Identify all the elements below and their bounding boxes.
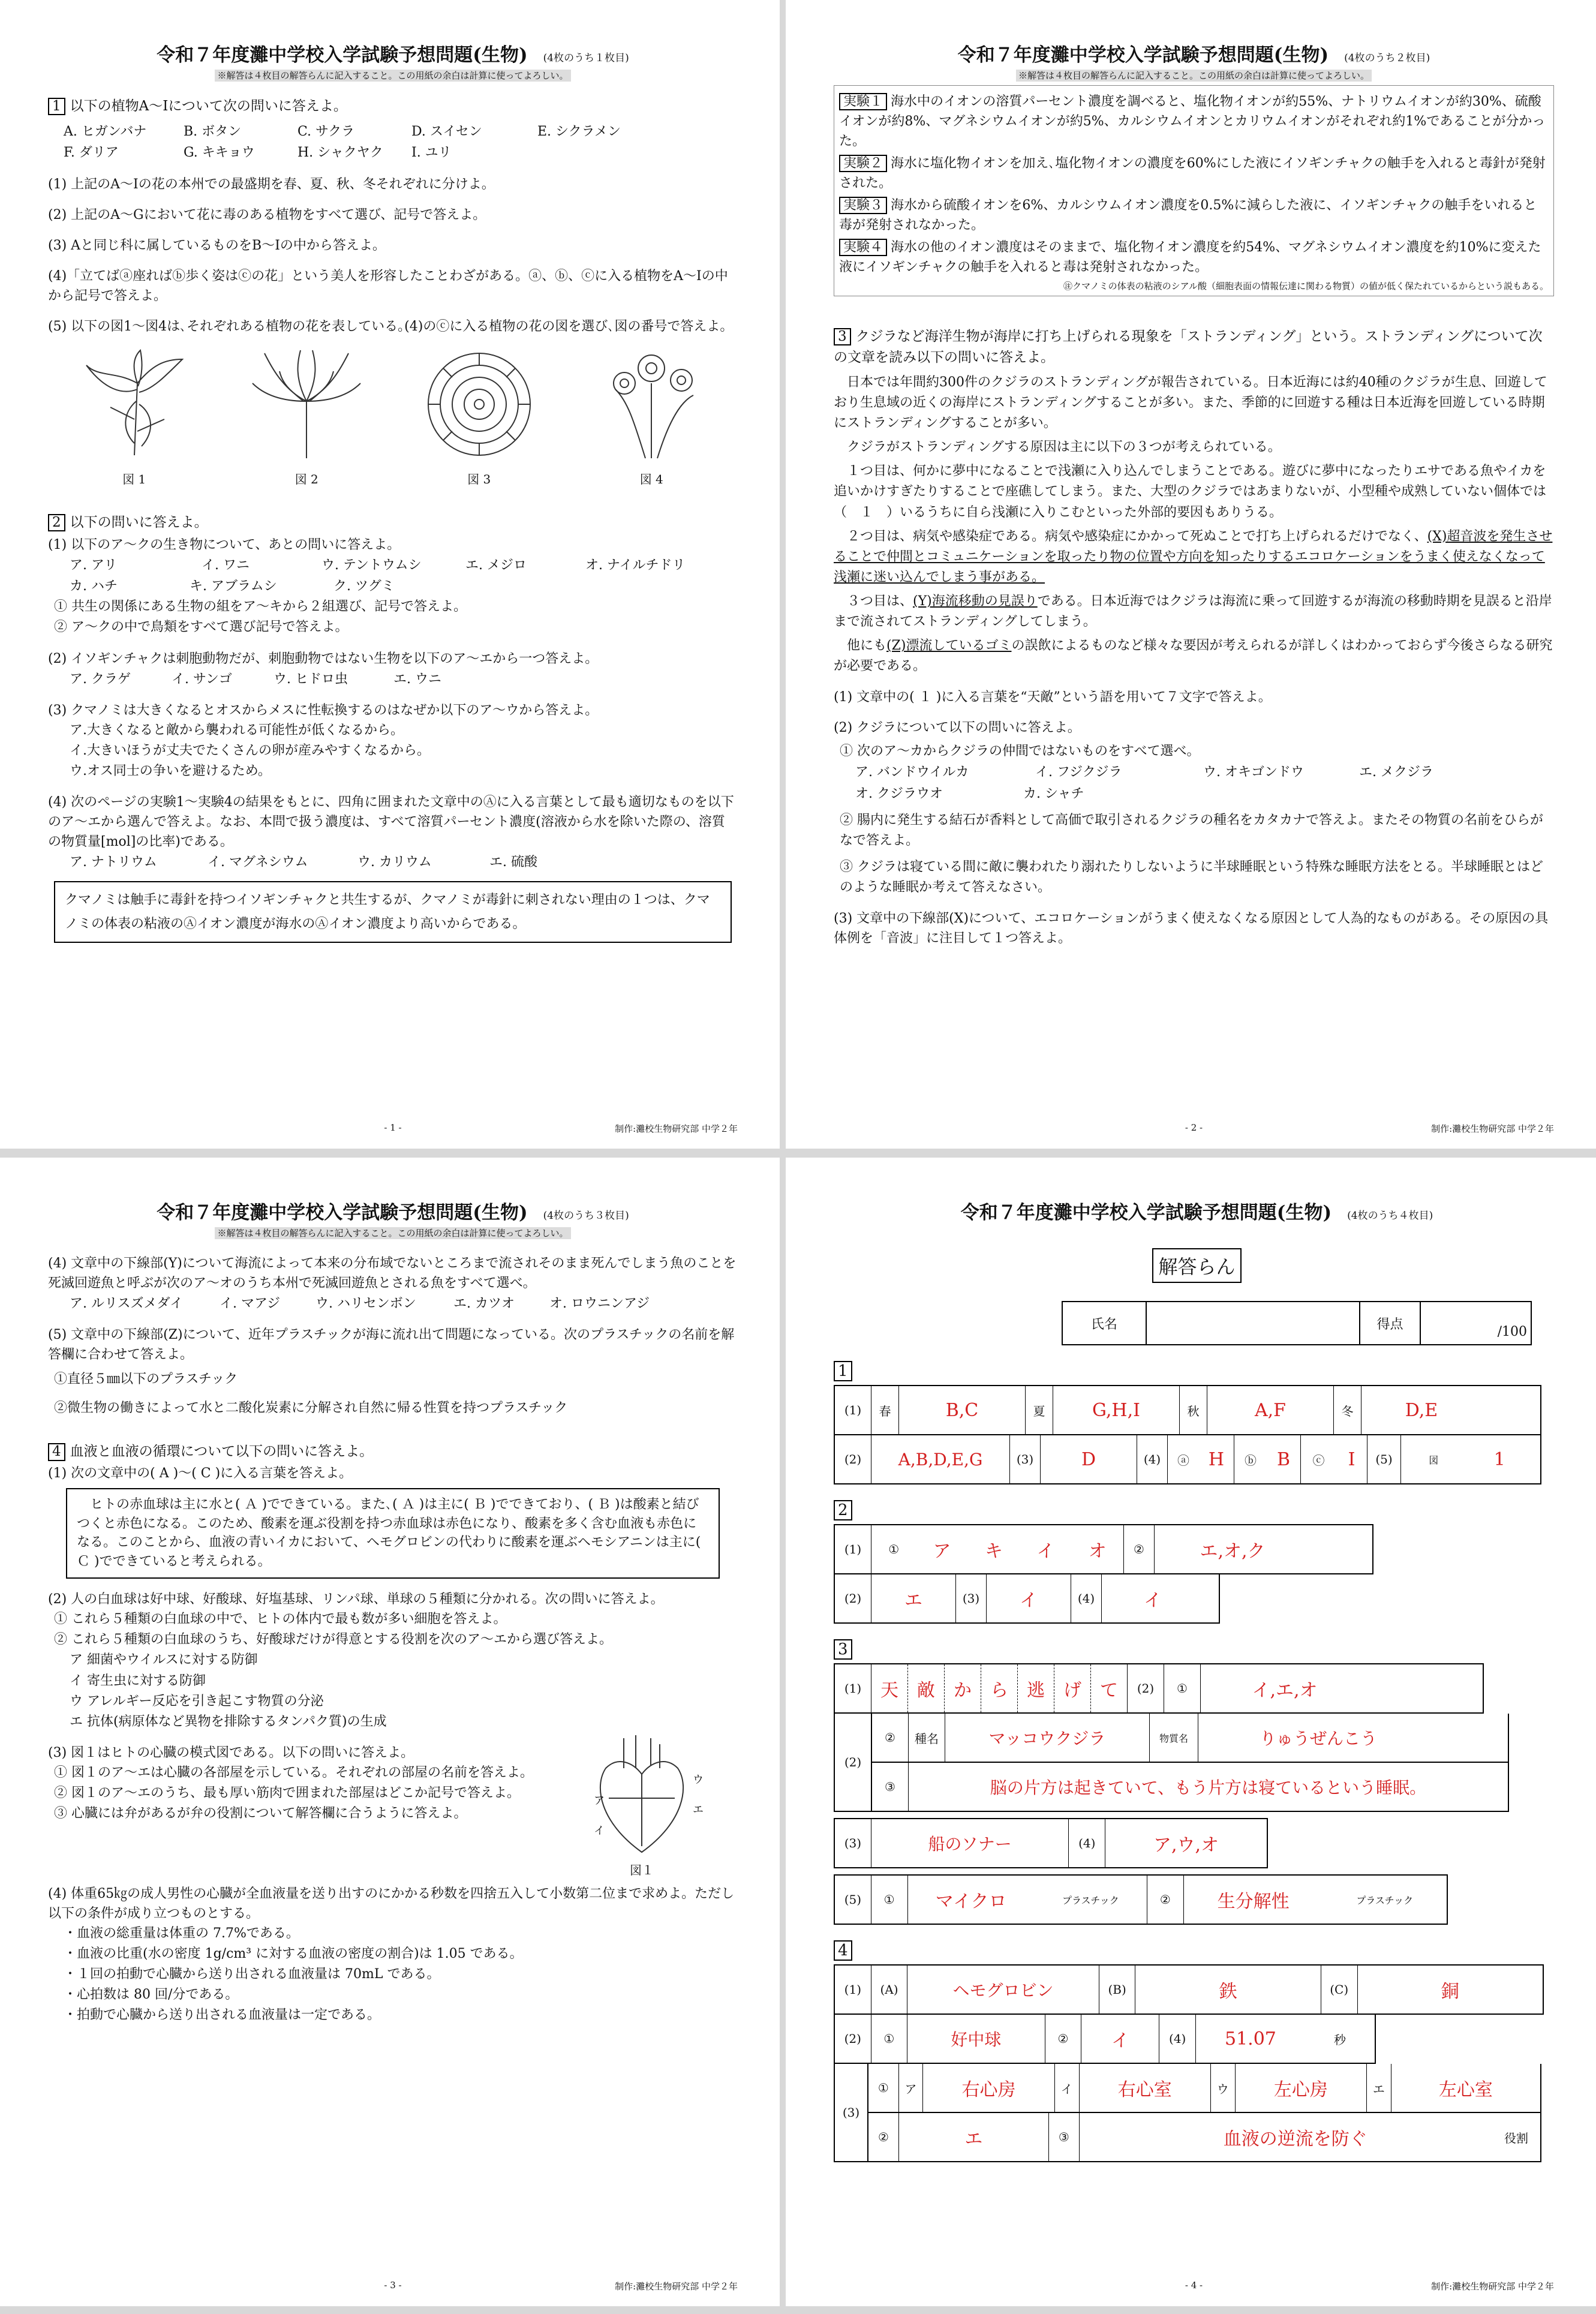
answer-4-3-2[interactable]: エ [899, 2113, 1049, 2161]
question-4-2-b: ② これら５種類の白血球のうち、好酸球だけが得意とする役割を次のア～エから選び答えよ。 [54, 1632, 612, 1648]
question-3-3: (3) 文章中の下線部(X)について、エコロケーションがうまく使えなくなる原因として人為的なものがある。その原因の具体例を「音波」に注目して１つ答えよ。 [834, 911, 1549, 946]
experiment-note: ㊟クマノミの体表の粘液のシアル酸（細胞表面の情報伝達に関わる物質）の値が低く保たれているからという説もある。 [1063, 281, 1549, 291]
answer-4-1-a[interactable]: ヘモグロビン [907, 1966, 1099, 2014]
answer-3-1-char[interactable]: か [945, 1664, 981, 1712]
name-field[interactable] [1147, 1302, 1360, 1344]
page-footer: - 4 - 制作:灘校生物研究部 中学２年 [1185, 2280, 1554, 2292]
question-3-4: (4) 文章中の下線部(Y)について海流によって本来の分布域でないところまで流されそのまま死んでしまう魚のことを死滅回遊魚と呼ぶが次のア～オのうち本州で死滅回遊魚とされる魚をすべて選べ。 [48, 1256, 737, 1291]
section-3-heading: 3 クジラなど海洋生物が海岸に打ち上げられる現象を「ストランディング」という。ストランディングについて次の文章を読み以下の問いに答えよ。 [834, 329, 1543, 365]
paragraph-6: 他にも(Z)漂流しているゴミの誤飲によるものなど様々な要因が考えられるが詳しくはわかっておらず今後さらなる研究が必要である。 [834, 638, 1553, 674]
experiment-4: 実験４ 海水の他のイオン濃度はそのままで、塩化物イオン濃度を約54%、マグネシウムイオン濃度を約10%に変えた液にイソギンチャクの触手を入れると毒は発射されなかった。 [839, 240, 1541, 275]
q-num: (4) [1069, 1819, 1105, 1867]
answer-3-4[interactable]: ア,ウ,オ [1153, 1835, 1219, 1856]
figure-3: 図 3 [419, 347, 539, 487]
page-title: 令和７年度灘中学校入学試験予想問題(生物) (4枚のうち４枚目) [960, 1202, 1433, 1224]
q-num: (3) [1010, 1435, 1041, 1483]
answer-1-2[interactable]: A,B,D,E,G [871, 1435, 1010, 1483]
answer-2-1-1[interactable]: ① ア キ イ オ [871, 1525, 1124, 1573]
answer-3-1-char[interactable]: げ [1054, 1664, 1091, 1712]
page-title: 令和７年度灘中学校入学試験予想問題(生物) (4枚のうち１枚目) [157, 44, 629, 66]
answer-autumn[interactable]: A,F [1207, 1386, 1334, 1434]
answer-3-row-5 [834, 1874, 1448, 1925]
answer-2-4[interactable]: イ [1144, 1590, 1162, 1611]
plant-list: A. ヒガンバナ B. ボタン C. サクラ D. スイセン E. シクラメン F. ダリア G. キキョウ H. シャクヤク I. ユリ [64, 124, 621, 161]
question-4-3-b: ② 図１のア～エのうち、最も厚い筋肉で囲まれた部屋はどこか記号で答えよ。 [54, 1785, 520, 1801]
condition-1: ・血液の総重量は体重の 7.7%である。 [64, 1925, 299, 1941]
score-label: 得点 [1360, 1302, 1420, 1344]
answer-4-3-a[interactable]: 右心房 [923, 2064, 1054, 2112]
q-num: ③ [872, 1763, 909, 1811]
q-num: (3) [835, 1819, 871, 1867]
q-num: (1) [835, 1664, 871, 1712]
score-field[interactable]: /100 [1497, 1324, 1528, 1339]
section-4-heading: 4 血液と血液の循環について以下の問いに答えよ。 [48, 1440, 738, 1460]
question-2-4-options: ア. ナトリウム イ. マグネシウム ウ. カリウム エ. 硫酸 [70, 855, 537, 870]
season-label: 冬 [1334, 1386, 1361, 1434]
answer-3-1-char[interactable]: 敵 [908, 1664, 945, 1712]
question-3-1: (1) 文章中の( １ )に入る言葉を“天敵”という語を用いて７文字で答えよ。 [834, 690, 1272, 705]
page-2 [786, 0, 1596, 1149]
answer-1-4-c[interactable]: ⓒ I [1301, 1435, 1367, 1483]
q-num: (2) [835, 2015, 871, 2063]
question-1-5: (5) 以下の図1～図4は､それぞれある植物の花を表している｡(4)のⓒに入る植物の花の図を選び､図の番号で答えよ。 [48, 318, 734, 334]
blood-box: ヒトの赤血球は主に水と( Ａ )でできている。また､( Ａ )は主に( Ｂ )でできており、( Ｂ )は酸素と結びつくと赤色になる。このため、酸素を運ぶ役割を持つ赤血球は赤色になり、酸素を多く含む血液も赤色になる。このことから、血液の青いイカにおいて、ヘモグロビンの代わりに酸素を運ぶヘモシアニンは主に( Ｃ )でできていると考えられる。 [66, 1488, 720, 1579]
q-num: (5) [835, 1876, 871, 1924]
answer-section-2: 2 [834, 1500, 1560, 1520]
q-num: ① [871, 1876, 908, 1924]
question-2-3: (3) クマノミは大きくなるとオスからメスに性転換するのはなぜか以下のア～ウから答えよ。 [48, 702, 599, 718]
heart-diagram-icon [576, 1732, 708, 1858]
answer-2-1-2[interactable]: エ,オ,ク [1200, 1541, 1266, 1562]
material-label: 物質名 [1150, 1714, 1198, 1762]
heart-label-a: ア [594, 1794, 605, 1807]
figure-4: 図 4 [591, 347, 711, 487]
experiment-1: 実験１ 海水中のイオンの溶質パーセント濃度を調べると、塩化物イオンが約55%、ナトリウムイオンが約30%、硫酸イオンが約8%、マグネシウムイオンが約5%、カルシウムイオンとカリウムイオンがそれぞれ約1%であることが分かった。 [839, 94, 1546, 149]
answer-section-4: 4 [834, 1940, 1560, 1961]
paragraph-5: ３つ目は、(Y)海流移動の見誤りである。日本近海ではクジラは海流に乗って回遊するが海流の移動時期を見誤ると沿岸まで流されてストランディングしてしまう。 [834, 593, 1552, 630]
question-3-5-a: ①直径５㎜以下のプラスチック [54, 1372, 238, 1387]
question-1-3: (3) Aと同じ科に属しているものをB～Iの中から答えよ。 [48, 238, 386, 253]
room-label: ウ [1211, 2064, 1236, 2112]
answer-3-1-char[interactable]: ら [981, 1664, 1018, 1712]
q-num: ① [1164, 1664, 1201, 1712]
season-label: 春 [871, 1386, 899, 1434]
clownfish-box: クマノミは触手に毒針を持つイソギンチャクと共生するが、クマノミが毒針に刺されない理由の１つは、クマノミの体表の粘液のⒶイオン濃度が海水のⒶイオン濃度より高いからである。 [54, 881, 732, 943]
option-d: エ 抗体(病原体など異物を排除するタンパク質)の生成 [70, 1714, 387, 1729]
question-4-2: (2) 人の白血球は好中球、好酸球、好塩基球、リンパ球、単球の５種類に分かれる。次の問いに答えよ。 [48, 1592, 664, 1607]
page-footer: - 1 - 制作:灘校生物研究部 中学２年 [384, 1122, 738, 1134]
room-label: エ [1367, 2064, 1391, 2112]
answer-3-1-char[interactable]: 天 [871, 1664, 908, 1712]
answer-4-row-1 [834, 1964, 1544, 2015]
experiment-3: 実験３ 海水から硫酸イオンを6%、カルシウムイオン濃度を0.5%に減らした液に、イソギンチャクの触手をいれると毒が発射されなかった。 [839, 198, 1537, 233]
answer-2-row-1 [834, 1524, 1373, 1574]
answer-3-3[interactable]: 船のソナー [871, 1819, 1069, 1867]
question-1-1: (1) 上記のA～Iの花の本州での最盛期を春、夏、秋、冬それぞれに分けよ。 [48, 176, 495, 192]
answer-1-3[interactable]: D [1041, 1435, 1137, 1483]
answer-3-block-2 [834, 1714, 1541, 1812]
answer-4-table [834, 1964, 1541, 2162]
answer-1-4-b[interactable]: ⓑ B [1234, 1435, 1301, 1483]
answer-4-3-d[interactable]: 左心室 [1438, 2079, 1493, 2100]
spider-lily-flower-icon [247, 347, 366, 461]
whale-options: ア. バンドウイルカ イ. フジクジラ ウ. オキゴンドウ エ. メクジラ オ. クジラウオ カ. シャチ [855, 765, 1433, 801]
season-label: 夏 [1026, 1386, 1053, 1434]
answer-section-1: 1 [834, 1361, 1560, 1381]
paragraph-4: ２つ目は、病気や感染症である。病気や感染症にかかって死ぬことで打ち上げられるだけでなく、(X)超音波を発生させることで仲間とコミュニケーションを取ったり物の位置や方向を知ったりするエコロケーションをうまく使えなくなって浅瀬に迷い込んでしまう事がある。 [834, 528, 1553, 585]
q-num: (2) [1128, 1664, 1164, 1712]
question-4-3-a: ① 図１のア～エは心臓の各部屋を示している。それぞれの部屋の名前を答えよ。 [54, 1765, 533, 1780]
answer-4-4[interactable]: 51.07 秒 [1225, 2028, 1346, 2049]
q-num: ② [868, 2113, 899, 2161]
q-num: (2) [835, 1574, 871, 1622]
species-label: 種名 [909, 1714, 945, 1762]
question-2-1-a: ① 共生の関係にある生物の組をア～キから２組選び、記号で答えよ。 [54, 599, 467, 615]
q-num: (4) [1137, 1435, 1168, 1483]
q-num: (1) [835, 1386, 871, 1434]
answer-1-row-1 [834, 1385, 1541, 1435]
answer-4-1-c[interactable]: 銅 [1441, 1981, 1459, 2002]
answer-section-3: 3 [834, 1639, 1560, 1660]
question-2-2: (2) イソギンチャクは刺胞動物だが、刺胞動物ではない生物を以下のア～エから一つ答えよ。 [48, 651, 599, 666]
daffodil-flower-icon [591, 347, 711, 461]
room-label: ア [899, 2064, 924, 2112]
answer-3-1-char[interactable]: 逃 [1018, 1664, 1054, 1712]
question-3-2-b: ② 腸内に発生する結石が香料として高価で取引されるクジラの種名をカタカナで答えよ。またその物質の名前をひらがなで答えよ。 [840, 812, 1543, 848]
figure-2: 図 2 [247, 347, 366, 487]
answer-4-row-4 [868, 2113, 1541, 2162]
page-footer: - 2 - 制作:灘校生物研究部 中学２年 [1185, 1122, 1554, 1134]
dahlia-flower-icon [419, 347, 539, 461]
q-num: (4) [1159, 2015, 1196, 2063]
answer-3-row-2 [872, 1714, 1509, 1763]
answer-4-3-3[interactable]: 血液の逆流を防ぐ 役割 [1223, 2129, 1528, 2150]
option-a: ア 細菌やウイルスに対する防御 [70, 1652, 258, 1668]
name-label: 氏名 [1063, 1302, 1147, 1344]
question-4-2-a: ① これら５種類の白血球の中で、ヒトの体内で最も数が多い細胞を答えよ。 [54, 1612, 507, 1627]
answer-3-table [834, 1663, 1541, 1925]
answer-3-row-4 [834, 1818, 1268, 1868]
q-num: ② [872, 1714, 909, 1762]
q-num: ③ [1049, 2113, 1080, 2161]
answer-3-5-1[interactable]: マイクロ プラスチック [908, 1876, 1147, 1924]
answer-2-2[interactable]: エ [871, 1574, 956, 1622]
experiments-block [834, 85, 1554, 296]
question-4-1: (1) 次の文章中の( A )～( C )に入る言葉を答えよ。 [48, 1465, 353, 1481]
answer-4-2-2[interactable]: イ [1081, 2015, 1159, 2063]
page-note: ※解答は４枚目の解答らんに記入すること。この用紙の余白は計算に使ってよろしい。 [48, 1227, 738, 1239]
answer-3-row-1 [834, 1663, 1484, 1714]
question-1-4: (4)「立てばⓐ座ればⓑ歩く姿はⓒの花」という美人を形容したことわざがある。ⓐ、ⓑ、ⓒに入る植物をA～Iの中から記号で答えよ。 [48, 268, 728, 303]
question-3-2: (2) クジラについて以下の問いに答えよ。 [834, 720, 1081, 736]
heart-figure [564, 1732, 720, 1878]
animal-list: ア. アリ イ. ワニ ウ. テントウムシ エ. メジロ オ. ナイルチドリ カ. ハチ キ. アブラムシ ク. ツグミ [70, 557, 686, 594]
heart-figure-caption: 図１ [630, 1862, 654, 1877]
q-num: (1) [835, 1525, 871, 1573]
paragraph-2: クジラがストランディングする原因は主に以下の３つが考えられている。 [847, 440, 1281, 455]
section-2-heading: 2 以下の問いに答えよ。 [48, 511, 738, 531]
question-3-2-c: ③ クジラは寝ている間に敵に襲われたり溺れたりしないように半球睡眠という特殊な睡眠方法をとる。半球睡眠とはどのような睡眠か考えて答えなさい。 [840, 859, 1543, 895]
page-footer: - 3 - 制作:灘校生物研究部 中学２年 [384, 2280, 738, 2292]
q-num: (1) [835, 1966, 871, 2014]
answer-2-table [834, 1524, 1373, 1624]
answer-3-5-2[interactable]: 生分解性 プラスチック [1217, 1891, 1414, 1912]
question-3-5-b: ②微生物の働きによって水と二酸化炭素に分解され自然に帰る性質を持つプラスチック [54, 1401, 568, 1416]
condition-3: ・１回の拍動で心臓から送り出される血液量は 70mL である。 [64, 1966, 440, 1982]
blank-label: (A) [871, 1966, 908, 2014]
answer-4-row-3 [868, 2064, 1541, 2113]
answer-spring[interactable]: B,C [899, 1386, 1026, 1434]
question-2-2-options: ア. クラゲ イ. サンゴ ウ. ヒドロ虫 エ. ウニ [70, 671, 441, 687]
answer-1-row-2 [834, 1435, 1541, 1484]
experiment-2: 実験２ 海水に塩化物イオンを加え､塩化物イオンの濃度を60%にした液にイソギンチャクの触手を入れると毒針が発射された。 [839, 156, 1546, 191]
flower-figures [48, 347, 738, 487]
answer-4-block-3 [834, 2064, 1541, 2162]
q-num: ② [1124, 1525, 1155, 1573]
paragraph-3: １つ目は、何かに夢中になることで浅瀬に入り込んでしまうことである。遊びに夢中になったりエサである魚やイカを追いかけすぎたりすることで座礁してしまう。また、大型のクジラではあまりないが、小型種や成熟していない個体では（ １ ）いるうちに自ら浅瀬に入りこむといった外部的要因もありうる。 [834, 464, 1547, 520]
page-1 [0, 0, 780, 1149]
question-2-1-b: ② ア～クの中で鳥類をすべて選び記号で答えよ。 [54, 620, 348, 635]
question-2-4: (4) 次のページの実験1～実験4の結果をもとに、四角に囲まれた文章中のⒶに入る言葉として最も適切なものを以下のア～エから選んで答えよ。なお、本問で扱う濃度は、すべて溶質パーセント濃度(溶液から水を除いた際の、溶質の物質量[mol]の比率)である。 [48, 795, 734, 849]
answer-1-4-a[interactable]: ⓐ H [1168, 1435, 1234, 1483]
answer-summer[interactable]: G,H,I [1053, 1386, 1180, 1434]
season-label: 秋 [1180, 1386, 1207, 1434]
condition-4: ・心拍数は 80 回/分である。 [64, 1987, 239, 2003]
q-num: (2) [834, 1714, 872, 1812]
paragraph-1: 日本では年間約300件のクジラのストランディングが報告されている。日本近海には約40種のクジラが生息、回遊しており生息域の近くの海岸にストランディングすることが多い。また、季節的に回遊する種は日本近海を回遊している時期にストランディングすることが多い。 [834, 375, 1547, 431]
answer-1-table [834, 1385, 1541, 1484]
q-num: ① [868, 2064, 899, 2112]
condition-2: ・血液の比重(水の密度 1g/cm³ に対する血液の密度の割合)は 1.05 である。 [64, 1946, 523, 1961]
question-3-4-options: ア. ルリスズメダイ イ. マアジ ウ. ハリセンボン エ. カツオ オ. ロウニンアジ [70, 1296, 650, 1311]
answer-4-1-b[interactable]: 鉄 [1135, 1966, 1321, 2014]
answer-1-5[interactable]: 図 1 [1429, 1448, 1505, 1470]
page-4-answer-sheet [786, 1158, 1596, 2306]
room-label: イ [1055, 2064, 1080, 2112]
blank-label: (B) [1099, 1966, 1136, 2014]
option-b: イ 寄生虫に対する防御 [70, 1673, 206, 1688]
answer-3-1-char[interactable]: て [1091, 1664, 1128, 1712]
answer-4-3-c[interactable]: 左心房 [1236, 2064, 1367, 2112]
blank-label: (C) [1321, 1966, 1358, 2014]
answer-3-row-3 [872, 1763, 1509, 1812]
answer-2-row-2 [834, 1574, 1220, 1624]
answer-3-2-2-material[interactable]: りゅうぜんこう [1259, 1729, 1377, 1748]
answer-3-2-1[interactable]: イ,エ,オ [1252, 1680, 1318, 1701]
q-num: (4) [1071, 1574, 1102, 1622]
question-1-2: (2) 上記のA～Gにおいて花に毒のある植物をすべて選び、記号で答えよ。 [48, 207, 486, 223]
answer-4-row-2 [834, 2015, 1376, 2064]
answer-3-2-2-species[interactable]: マッコウクジラ [945, 1714, 1150, 1762]
q-num: (3) [834, 2064, 868, 2162]
page-3 [0, 1158, 780, 2306]
heart-label-b: イ [594, 1824, 605, 1837]
heart-label-c: ウ [693, 1773, 704, 1786]
name-score-row [1062, 1301, 1532, 1345]
q-num: (2) [835, 1435, 871, 1483]
page-note: ※解答は４枚目の解答らんに記入すること。この用紙の余白は計算に使ってよろしい。 [48, 69, 738, 82]
heart-label-d: エ [693, 1803, 704, 1816]
figure-1: 図 1 [74, 347, 194, 487]
answer-3-2-3[interactable]: 脳の片方は起きていて、もう片方は寝ているという睡眠。 [990, 1778, 1427, 1798]
lily-flower-icon [74, 347, 194, 461]
answer-winter[interactable]: D,E [1405, 1399, 1438, 1421]
answer-sheet-title: 解答らん [834, 1248, 1560, 1283]
answer-2-3[interactable]: イ [987, 1574, 1071, 1622]
q-num: ① [871, 2015, 908, 2063]
section-1-heading: 1 以下の植物A～Iについて次の問いに答えよ。 [48, 95, 738, 115]
condition-5: ・拍動で心臓から送り出される血液量は一定である。 [64, 2008, 381, 2023]
q-num: ② [1045, 2015, 1082, 2063]
page-title: 令和７年度灘中学校入学試験予想問題(生物) (4枚のうち３枚目) [157, 1202, 629, 1224]
question-4-3: (3) 図１はヒトの心臓の模式図である。以下の問いに答えよ。 [48, 1745, 414, 1760]
answer-4-2-1[interactable]: 好中球 [907, 2015, 1045, 2063]
question-2-1: (1) 以下のア～クの生き物について、あとの問いに答えよ。 [48, 537, 401, 552]
q-num: (5) [1367, 1435, 1401, 1483]
question-3-5: (5) 文章中の下線部(Z)について、近年プラスチックが海に流れ出て問題になっている。次のプラスチックの名前を解答欄に合わせて答えよ。 [48, 1327, 735, 1363]
question-2-3-option-a: ア.大きくなると敵から襲われる可能性が低くなるから。 [70, 722, 404, 738]
option-c: ウ アレルギー反応を引き起こす物質の分泌 [70, 1693, 324, 1709]
q-num: ② [1147, 1876, 1184, 1924]
question-4-3-c: ③ 心臓には弁があるが弁の役割について解答欄に合うように答えよ。 [54, 1805, 467, 1821]
answer-4-3-b[interactable]: 右心室 [1080, 2064, 1211, 2112]
q-num: (3) [956, 1574, 987, 1622]
question-2-3-option-c: ウ.オス同士の争いを避けるため。 [70, 763, 271, 779]
page-note: ※解答は４枚目の解答らんに記入すること。この用紙の余白は計算に使ってよろしい。 [834, 69, 1554, 82]
question-3-2-a: ① 次のア～カからクジラの仲間ではないものをすべて選べ。 [840, 744, 1200, 759]
question-2-3-option-b: イ.大きいほうが丈夫でたくさんの卵が産みやすくなるから。 [70, 743, 430, 758]
page-title: 令和７年度灘中学校入学試験予想問題(生物) (4枚のうち２枚目) [957, 44, 1430, 66]
question-4-4: (4) 体重65㎏の成人男性の心臓が全血液量を送り出すのにかかる秒数を四捨五入して小数第二位まで求めよ。ただし以下の条件が成り立つものとする。 [48, 1886, 735, 1921]
